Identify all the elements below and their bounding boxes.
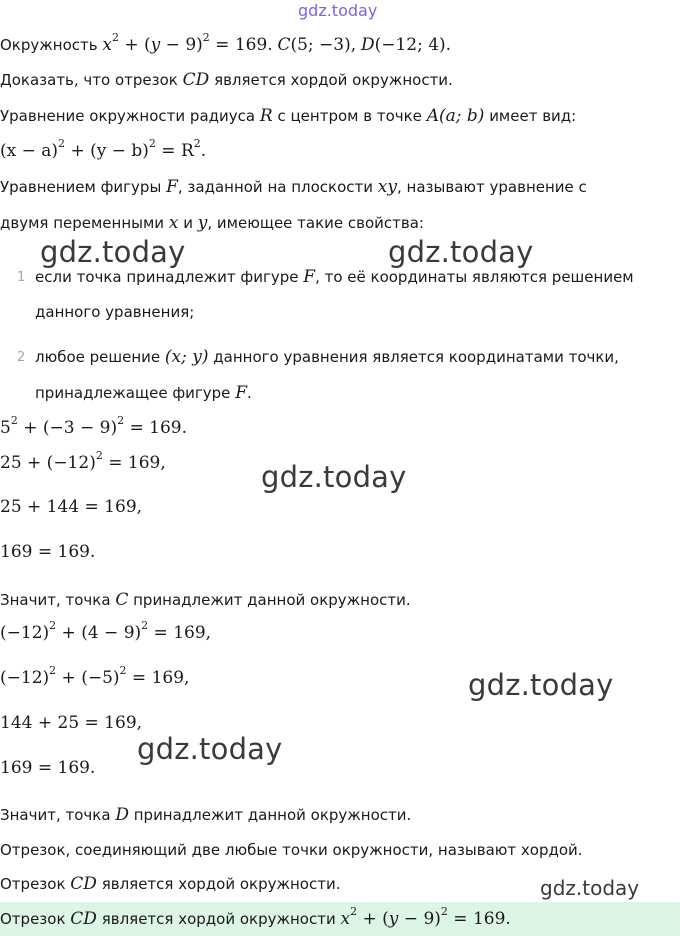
- answer-line: Отрезок CD является хордой окружности $x^2 + (y - 9)^2 = 169$.: [0, 905, 511, 929]
- theory-figure-equation-cont: двумя переменными x и y, имеющее такие свойства:: [0, 213, 424, 233]
- conclusion-c: Значит, точка C принадлежит данной окружности.: [0, 590, 411, 610]
- theory-figure-equation: Уравнением фигуры F, заданной на плоскости xy, называют уравнение с: [0, 177, 587, 197]
- calc-d-line-1: $(-12)^2 + (4 - 9)^2 = 169$,: [0, 619, 212, 643]
- chord-statement: Отрезок CD является хордой окружности.: [0, 874, 341, 894]
- watermark: gdz.today: [468, 668, 614, 702]
- watermark-top: gdz.today: [298, 1, 378, 20]
- calc-c-line-3: 25 + 144 = 169,: [0, 497, 143, 517]
- problem-statement: Окружность $x^2 + (y - 9)^2 = 169$. C(5; −3), D(−12; 4).: [0, 31, 452, 55]
- watermark: gdz.today: [261, 460, 407, 494]
- calc-d-line-2: $(-12)^2 + (-5)^2 = 169$,: [0, 664, 190, 688]
- problem-task: Доказать, что отрезок CD является хордой окружности.: [0, 70, 453, 90]
- calc-d-line-4: 169 = 169.: [0, 758, 96, 778]
- theory-circle-equation-intro: Уравнение окружности радиуса R с центром в точке A(a; b) имеет вид:: [0, 106, 577, 126]
- list-item: любое решение (x; y) данного уравнения является координатами точки,: [35, 347, 619, 367]
- list-item-cont: принадлежащее фигуре F.: [35, 383, 252, 403]
- theory-formula: $(x - a)^2 + (y - b)^2 = R^2$.: [0, 137, 207, 161]
- watermark: gdz.today: [137, 732, 283, 766]
- calc-d-line-3: 144 + 25 = 169,: [0, 713, 143, 733]
- watermark: gdz.today: [540, 876, 640, 900]
- calc-c-line-4: 169 = 169.: [0, 542, 96, 562]
- watermark: gdz.today: [388, 235, 534, 269]
- list-item: если точка принадлежит фигуре F, то её координаты являются решением: [35, 267, 634, 287]
- list-number: 1: [17, 270, 26, 285]
- chord-definition: Отрезок, соединяющий две любые точки окружности, называют хордой.: [0, 841, 583, 859]
- calc-c-line-1: $5^2 + (-3 - 9)^2 = 169$.: [0, 414, 187, 438]
- conclusion-d: Значит, точка D принадлежит данной окружности.: [0, 805, 412, 825]
- list-item-cont: данного уравнения;: [35, 303, 195, 321]
- calc-c-line-2: $25 + (-12)^2 = 169$,: [0, 449, 166, 473]
- list-number: 2: [17, 350, 26, 365]
- watermark: gdz.today: [40, 235, 186, 269]
